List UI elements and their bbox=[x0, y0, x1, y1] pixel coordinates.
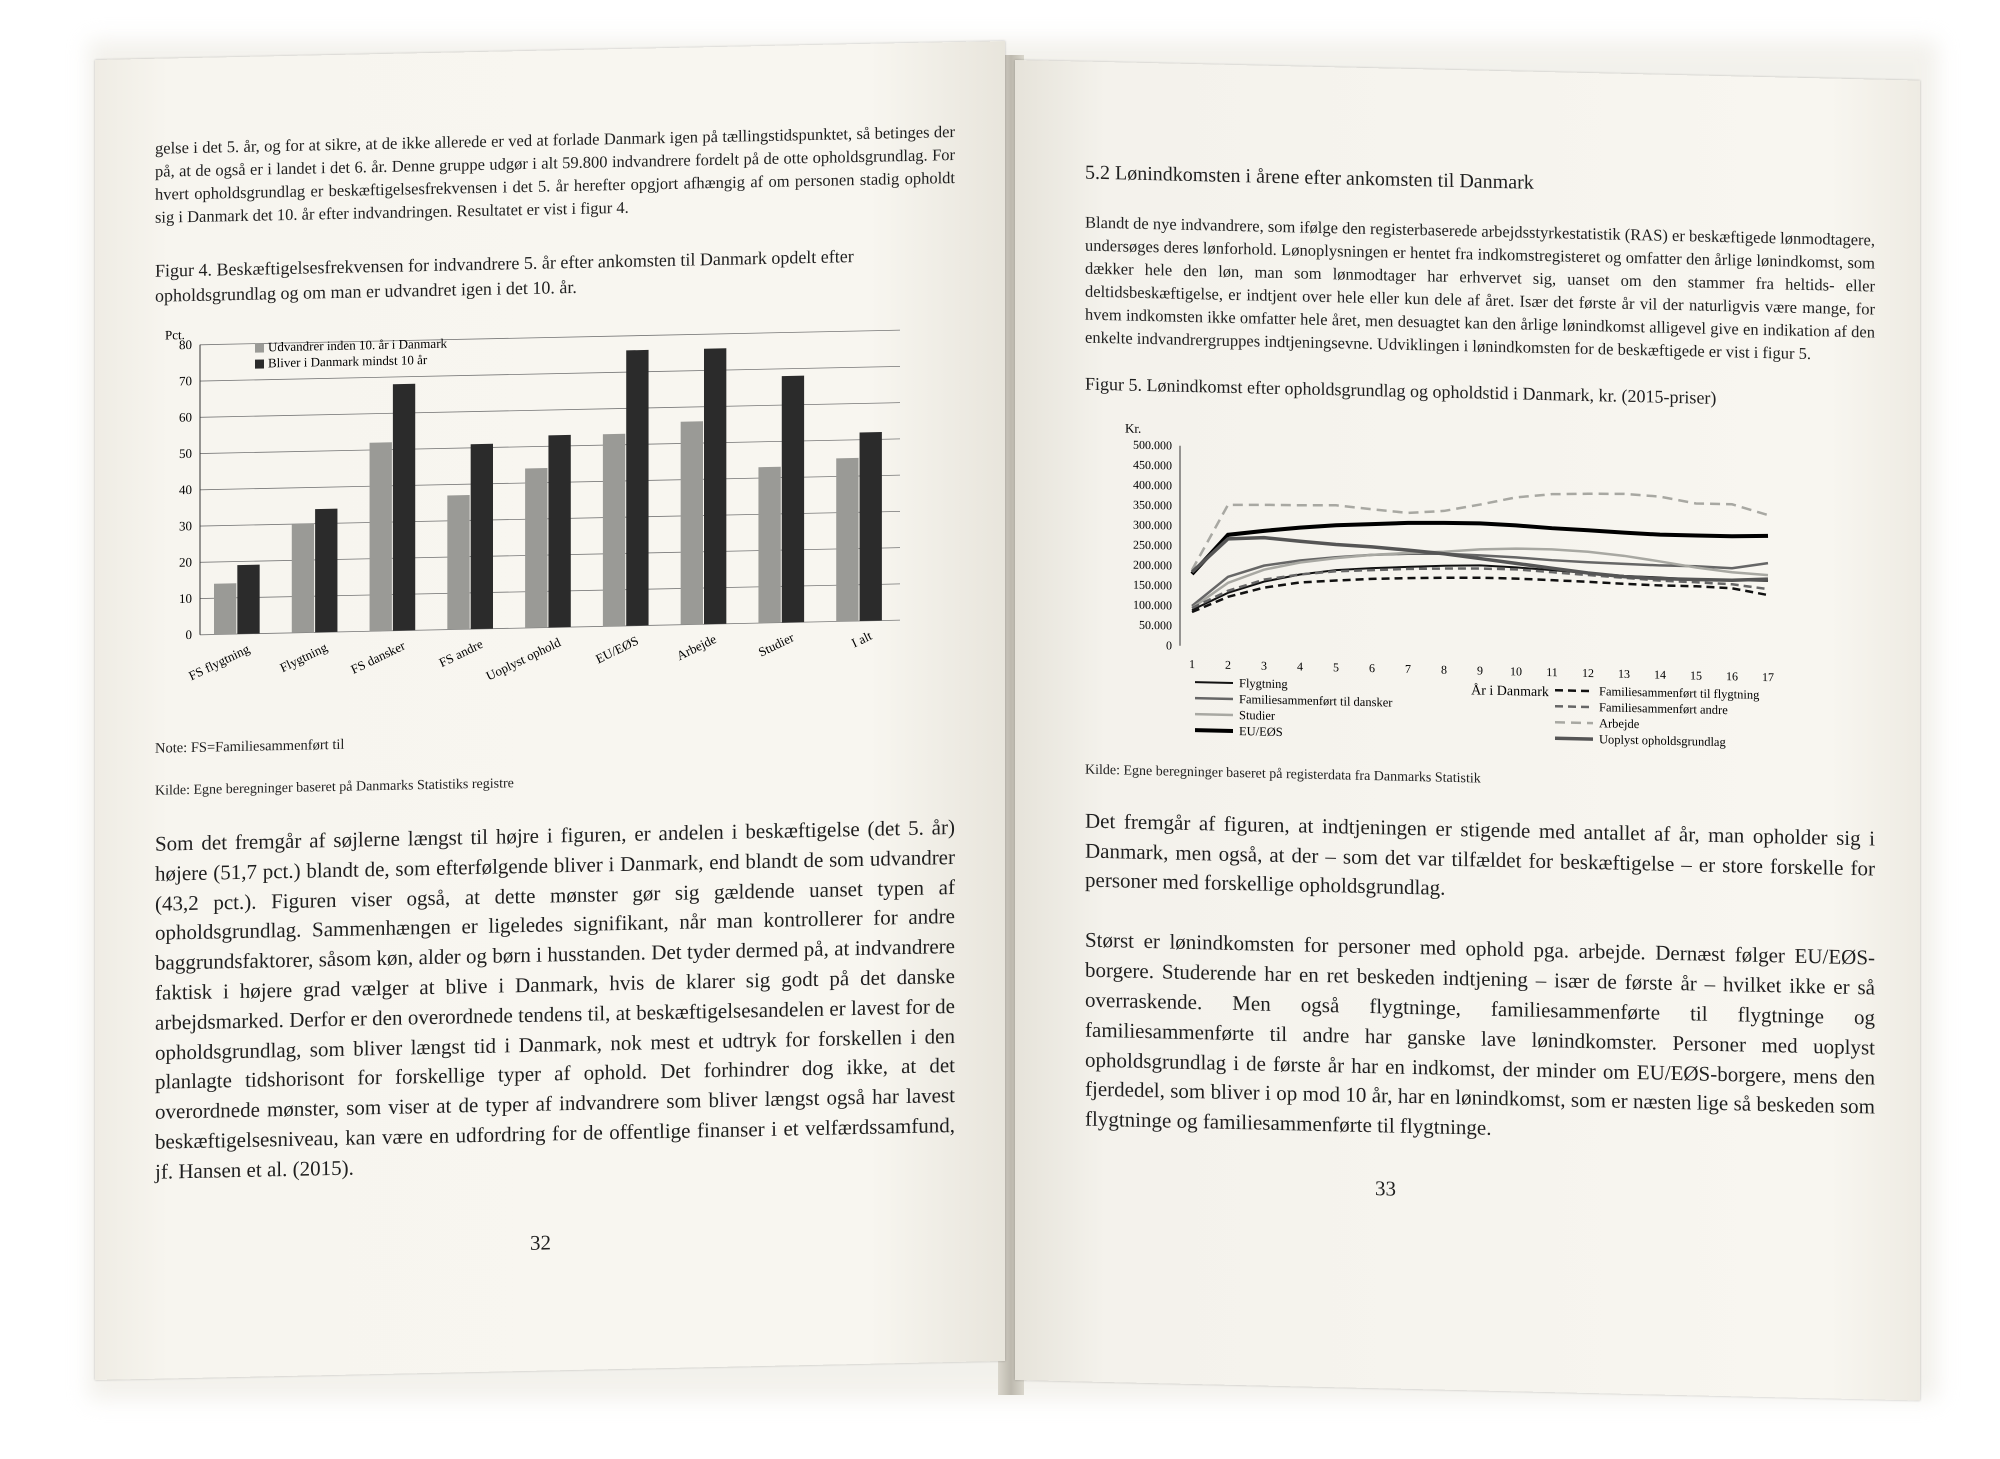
bar-x-category-label: FS flygtning bbox=[186, 640, 252, 684]
line-legend-swatch bbox=[1555, 706, 1593, 707]
bar-y-tick-label: 0 bbox=[185, 626, 192, 643]
bar-udvandrer bbox=[370, 442, 392, 631]
line-legend-swatch bbox=[1555, 722, 1593, 723]
line-legend-label: Familiesammenført andre bbox=[1599, 700, 1728, 718]
right-page bbox=[1015, 60, 1920, 1401]
line-x-tick-label: 17 bbox=[1762, 669, 1774, 685]
bar-x-category-label: Flygtning bbox=[277, 639, 330, 676]
line-legend-swatch bbox=[1195, 682, 1233, 683]
bar-chart-svg bbox=[155, 309, 935, 725]
left-body-block bbox=[155, 813, 955, 1188]
line-y-unit-label: Kr. bbox=[1125, 420, 1142, 436]
bar-x-category-label: FS andre bbox=[436, 636, 486, 671]
left-page-content bbox=[155, 120, 955, 1187]
line-x-tick-label: 2 bbox=[1225, 657, 1231, 672]
line-y-tick-label: 350.000 bbox=[1133, 497, 1172, 513]
line-x-tick-label: 1 bbox=[1189, 656, 1195, 671]
line-x-tick-label: 11 bbox=[1546, 664, 1558, 680]
line-y-tick-label: 500.000 bbox=[1133, 437, 1172, 453]
bar-bliver bbox=[393, 384, 415, 631]
bar-y-tick-label: 50 bbox=[179, 445, 192, 461]
bar-y-tick-label: 20 bbox=[179, 554, 192, 570]
figure-4-note: Note: FS=Familiesammenført til bbox=[155, 736, 345, 757]
right-paragraph-2: Det fremgår af figuren, at indtjeningen er stigende med antallet af år, man opholder sig i Danmark, men også, at der – som det var tilfældet for beskæftigelse – er store forskelle for personer med forskellige opholdsgrundlag. bbox=[1085, 808, 1875, 901]
bar-bliver bbox=[782, 376, 804, 623]
line-x-tick-label: 13 bbox=[1618, 666, 1630, 681]
line-x-tick-label: 5 bbox=[1333, 660, 1339, 675]
bar-udvandrer bbox=[681, 421, 703, 624]
figure-5-line-chart bbox=[1085, 413, 1875, 766]
bar-y-tick-label: 30 bbox=[179, 518, 192, 534]
figure-4-caption: Figur 4. Beskæftigelsesfrekvensen for indvandrere 5. år efter ankomsten til Danmark opdelt efter opholdsgrundlag og om man er udvandret igen i det 10. år. bbox=[155, 246, 854, 306]
line-legend-label: Flygtning bbox=[1239, 675, 1288, 692]
left-intro-block bbox=[155, 120, 955, 229]
bar-udvandrer bbox=[836, 458, 858, 622]
line-x-tick-label: 6 bbox=[1369, 660, 1375, 676]
line-y-tick-label: 200.000 bbox=[1133, 557, 1172, 573]
line-x-tick-label: 4 bbox=[1297, 659, 1303, 674]
line-y-tick-label: 50.000 bbox=[1139, 617, 1172, 633]
right-paragraph-3: Størst er lønindkomsten for personer med ophold pga. arbejde. Dernæst følger EU/EØS-borgere. Studerende har en ret beskeden indtjening – især de første år – hvilket ikke er så overraskende. Men også flygtninge, familiesammenførte til flygtninge og familiesammenførte til andre har ganske lave lønindkomster. Personer med uoplyst opholdsgrundlag i de første år har en indkomst, der minder om EU/EØS-borgere, mens den fjerdedel, som bliver i op mod 10 år, har en lønindkomst, som er næsten lige så beskeden som flygtninge og familiesammenførte til flygtninge. bbox=[1085, 927, 1875, 1140]
bar-legend-swatch bbox=[255, 343, 264, 352]
line-y-tick-label: 250.000 bbox=[1133, 537, 1172, 553]
line-legend-swatch bbox=[1555, 738, 1593, 739]
bar-bliver bbox=[471, 444, 493, 629]
line-x-tick-label: 15 bbox=[1690, 668, 1702, 683]
figure-4-source: Kilde: Egne beregninger baseret på Danmarks Statistiks registre bbox=[155, 776, 514, 799]
line-legend-swatch bbox=[1195, 730, 1233, 731]
line-series-familiesammenf-rt-andre bbox=[1192, 562, 1768, 621]
line-x-tick-label: 16 bbox=[1726, 668, 1738, 684]
bar-udvandrer bbox=[758, 467, 780, 623]
line-x-tick-label: 14 bbox=[1654, 667, 1666, 682]
line-legend-label: Uoplyst opholdsgrundlag bbox=[1599, 732, 1726, 749]
line-y-tick-label: 0 bbox=[1166, 638, 1172, 653]
bar-udvandrer bbox=[525, 468, 547, 628]
bar-udvandrer bbox=[447, 495, 469, 630]
line-series-flygtning bbox=[1192, 559, 1768, 623]
bar-udvandrer bbox=[214, 583, 236, 634]
line-y-tick-label: 150.000 bbox=[1133, 577, 1172, 593]
line-chart-svg bbox=[1085, 413, 1865, 761]
figure-4-bar-chart bbox=[155, 309, 955, 731]
right-paragraph-3-block bbox=[1085, 926, 1875, 1153]
line-legend-label: Arbejde bbox=[1599, 716, 1640, 732]
bar-legend-label: Udvandrer inden 10. år i Danmark bbox=[268, 335, 448, 355]
line-x-tick-label: 7 bbox=[1405, 661, 1411, 676]
bar-y-tick-label: 10 bbox=[179, 590, 192, 606]
line-legend-label: Studier bbox=[1239, 707, 1276, 723]
bar-x-category-label: FS dansker bbox=[348, 637, 408, 677]
bar-x-category-label: Uoplyst ophold bbox=[483, 634, 563, 684]
right-intro-block bbox=[1085, 211, 1875, 367]
line-legend-label: EU/EØS bbox=[1239, 723, 1283, 739]
right-intro-paragraph: Blandt de nye indvandrere, som ifølge den registerbaserede arbejdsstyrkestatistik (RAS) er beskæftigede lønmodtagere, undersøges deres lønforhold. Lønoplysningen er hentet fra indkomstregisteret og omfatter den årlige lønindkomst, som dækker hele den løn, man som lønmodtager har erhvervet sig, uanset om den stammer fra heltids- eller deltidsbeskæftigelse, er indtjent over hele eller kun dele af året. Især det første år vil der naturligvis være mange, for hvem indkomsten ikke omfatter hele året, men desuagtet kan den årlige lønindkomst alligevel give en indikation af den enkelte indvandrergruppes indtjeningsevne. Udviklingen i lønindkomsten for de beskæftigede er vist i figur 5. bbox=[1085, 212, 1875, 364]
line-legend-label: Familiesammenført til dansker bbox=[1239, 691, 1393, 710]
left-body-paragraph: Som det fremgår af søjlerne længst til højre i figuren, er andelen i beskæftigelse (det 5. år) højere (51,7 pct.) blandt de, som efterfølgende bliver i Danmark, end blandt de som udvandrer (43,2 pct.). Figuren viser også, at dette mønster gør sig gældende uanset typen af opholdsgrundlag. Sammenhængen er ligeledes signifikant, når man kontrollerer for andre baggrundsfaktorer, såsom køn, alder og børn i husstanden. Det tyder dermed på, at indvandrere faktisk i højere grad vælger at blive i Danmark, hvis de klarer sig godt på det danske arbejdsmarked. Derfor er den overordnede tendens til, at beskæftigelsesandelen er lavest for de opholdsgrundlag, som bliver længst tid i Danmark, nok mest et udtryk for forskellen i den planlagte tidshorisont for forskellige typer af ophold. Det forhindrer dog ikke, at det overordnede mønster, som viser at de typer af indvandrere som bliver længst også har lavest beskæftigelsesniveau, kan være en udfordring for de offentlige finanser i et velfærdssamfund, jf. Hansen et al. (2015). bbox=[155, 814, 955, 1184]
line-y-tick-label: 300.000 bbox=[1133, 517, 1172, 533]
bar-y-tick-label: 40 bbox=[179, 481, 192, 498]
bar-bliver bbox=[237, 565, 259, 634]
bar-bliver bbox=[315, 509, 337, 633]
figure-5-source: Kilde: Egne beregninger baseret på registerdata fra Danmarks Statistik bbox=[1085, 762, 1481, 787]
bar-y-tick-label: 70 bbox=[179, 373, 192, 389]
bar-legend-swatch bbox=[255, 359, 264, 368]
bar-x-category-label: Arbejde bbox=[674, 631, 719, 664]
bar-udvandrer bbox=[603, 434, 625, 627]
line-legend-swatch bbox=[1195, 714, 1233, 715]
right-paragraph-2-block bbox=[1085, 806, 1875, 913]
bar-x-category-label: EU/EØS bbox=[593, 632, 641, 667]
line-x-tick-label: 9 bbox=[1477, 663, 1483, 678]
line-x-tick-label: 8 bbox=[1441, 662, 1447, 677]
line-x-tick-label: 10 bbox=[1510, 664, 1522, 679]
line-x-tick-label: 12 bbox=[1582, 665, 1594, 680]
left-page bbox=[95, 41, 1005, 1380]
line-x-axis-label: År i Danmark bbox=[1471, 683, 1549, 700]
line-x-tick-label: 3 bbox=[1261, 658, 1267, 673]
line-y-tick-label: 450.000 bbox=[1133, 457, 1172, 473]
line-y-tick-label: 400.000 bbox=[1133, 477, 1172, 493]
bar-bliver bbox=[704, 348, 726, 624]
page-number-left: 32 bbox=[530, 1230, 551, 1255]
section-heading: 5.2 Lønindkomsten i årene efter ankomsten til Danmark bbox=[1085, 161, 1534, 194]
line-legend-swatch bbox=[1555, 690, 1593, 691]
line-y-tick-label: 100.000 bbox=[1133, 597, 1172, 613]
bar-bliver bbox=[626, 350, 648, 626]
line-legend-swatch bbox=[1195, 698, 1233, 699]
figure-5-caption: Figur 5. Lønindkomst efter opholdsgrundlag og opholdstid i Danmark, kr. (2015-priser) bbox=[1085, 373, 1717, 408]
bar-y-tick-label: 60 bbox=[179, 409, 192, 425]
bar-y-unit-label: Pct. bbox=[165, 327, 185, 343]
bar-legend-label: Bliver i Danmark mindst 10 år bbox=[268, 352, 428, 371]
line-legend-label: Familiesammenført til flygtning bbox=[1599, 684, 1760, 702]
right-page-content bbox=[1085, 162, 1875, 1153]
bar-x-category-label: I alt bbox=[849, 627, 875, 651]
bar-x-category-label: Studier bbox=[755, 629, 797, 660]
bar-bliver bbox=[860, 432, 882, 621]
bar-bliver bbox=[548, 435, 570, 628]
bar-y-tick-label: 80 bbox=[179, 336, 192, 353]
left-intro-paragraph: gelse i det 5. år, og for at sikre, at de ikke allerede er ved at forlade Danmark igen på tællingstidspunktet, så betinges der på, at de også er i landet i det 6. år. Denne gruppe udgør i alt 59.800 indvandrere fordelt på de otte opholdsgrundlag. For hvert opholdsgrundlag er beskæftigelsesfrekvensen i det 5. år herefter opgjort afhængig af om personen stadig opholdt sig i Danmark det 10. år efter indvandringen. Resultatet er vist i figur 4. bbox=[155, 121, 955, 228]
page-number-right: 33 bbox=[1375, 1176, 1396, 1201]
bar-udvandrer bbox=[292, 524, 314, 633]
